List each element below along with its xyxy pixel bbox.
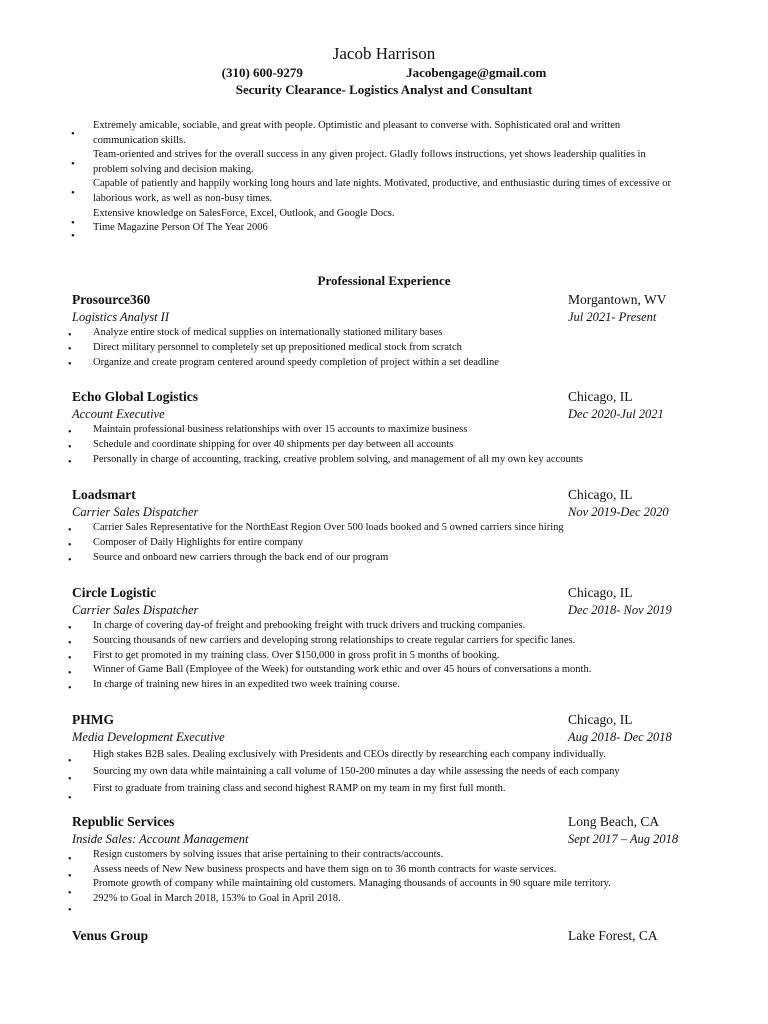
duty-item: Carrier Sales Representative for the NorthEast Region Over 500 loads booked and 5 owned carriers since hiring <box>93 522 564 533</box>
summary-item: Time Magazine Person Of The Year 2006 <box>93 222 268 234</box>
bullet-icon: • <box>68 344 72 355</box>
bullet-icon: • <box>68 668 72 679</box>
bullet-icon: • <box>68 756 72 767</box>
job-dates: Dec 2020-Jul 2021 <box>568 407 664 421</box>
bullet-icon: • <box>68 774 72 785</box>
bullet-icon: • <box>68 457 72 468</box>
bullet-icon: • <box>68 653 72 664</box>
job-dates: Nov 2019-Dec 2020 <box>568 505 669 519</box>
job-location: Chicago, IL <box>568 712 633 727</box>
bullet-icon: • <box>68 540 72 551</box>
bullet-icon: • <box>68 427 72 438</box>
bullet-icon: • <box>71 217 75 229</box>
bullet-icon: • <box>68 871 72 882</box>
company-name: Echo Global Logistics <box>72 389 199 404</box>
section-title: Professional Experience <box>317 273 451 288</box>
duty-item: Composer of Daily Highlights for entire company <box>93 536 303 548</box>
bullet-icon: • <box>68 793 72 804</box>
summary-item: Team-oriented and strives for the overall success in any given project. Gladly follows instructions, yet shows leadership qualities in problem solving and decision making. <box>93 149 646 175</box>
duty-item: Direct military personnel to completely set up prepositioned medical stock from scratch <box>93 341 462 353</box>
bullet-icon: • <box>68 683 72 694</box>
job-location: Long Beach, CA <box>568 814 660 829</box>
company-name: Circle Logistic <box>72 585 157 600</box>
bullet-icon: • <box>68 525 72 536</box>
duty-list <box>93 848 713 906</box>
duty-item: High stakes B2B sales. Dealing exclusively with Presidents and CEOs directly by researching each company individually. <box>93 749 606 760</box>
duty-item: Promote growth of company while maintaining old customers. Managing thousands of accounts in 90 square mile territory. <box>93 878 611 889</box>
duty-item: Resign customers by solving issues that arise pertaining to their contracts/accounts. <box>93 849 444 860</box>
bullet-icon: • <box>71 230 75 242</box>
phone-number: (310) 600-9279 <box>221 65 303 80</box>
company-name: Loadsmart <box>72 487 136 502</box>
bullet-icon: • <box>68 330 72 341</box>
job-location: Lake Forest, CA <box>568 928 658 943</box>
bullet-icon: • <box>71 128 75 140</box>
duty-item: Schedule and coordinate shipping for over 40 shipments per day between all accounts <box>93 438 454 450</box>
bullet-icon: • <box>68 623 72 634</box>
duty-list <box>93 521 713 565</box>
duty-item: In charge of covering day-of freight and prebooking freight with truck drivers and trucking companies. <box>93 620 526 631</box>
bullet-icon: • <box>68 359 72 370</box>
duty-list <box>93 619 713 693</box>
duty-item: Sourcing thousands of new carriers and developing strong relationships to create regular carriers for specific lanes. <box>93 634 576 646</box>
bullet-icon: • <box>68 854 72 865</box>
duty-item: Sourcing my own data while maintaining a call volume of 150-200 minutes a day while assessing the needs of each company <box>93 766 620 777</box>
duty-item: First to get promoted in my training class. Over $150,000 in gross profit in 5 months of booking. <box>93 649 500 661</box>
job-role: Account Executive <box>72 407 165 421</box>
company-name: PHMG <box>72 712 114 727</box>
job-dates: Aug 2018- Dec 2018 <box>568 730 672 744</box>
company-name: Venus Group <box>72 928 149 943</box>
duty-item: 292% to Goal in March 2018, 153% to Goal in April 2018. <box>93 892 341 904</box>
duty-list <box>93 746 713 797</box>
company-name: Prosource360 <box>72 292 151 307</box>
job-location: Chicago, IL <box>568 585 633 600</box>
bullet-icon: • <box>68 638 72 649</box>
job-role: Inside Sales: Account Management <box>72 832 249 846</box>
duty-item: Source and onboard new carriers through the back end of our program <box>93 551 389 563</box>
job-role: Carrier Sales Dispatcher <box>72 505 199 519</box>
bullet-icon: • <box>68 442 72 453</box>
company-name: Republic Services <box>72 814 175 829</box>
duty-item: Personally in charge of accounting, tracking, creative problem solving, and management of all my own key accounts <box>93 453 583 465</box>
bullet-icon: • <box>68 888 72 899</box>
resume-name: Jacob Harrison <box>332 44 436 63</box>
job-location: Chicago, IL <box>568 389 633 404</box>
contact-line <box>0 65 768 81</box>
job-location: Morgantown, WV <box>568 292 667 307</box>
summary-item: Capable of patiently and happily working long hours and late nights. Motivated, productive, and enthusiastic during times of excessive or laborious work, as well as non-busy times. <box>93 178 671 204</box>
summary-list <box>93 119 683 236</box>
job-location: Chicago, IL <box>568 487 633 502</box>
job-dates: Sept 2017 – Aug 2018 <box>568 832 679 846</box>
bullet-icon: • <box>68 555 72 566</box>
duty-item: Organize and create program centered around speedy completion of project within a set deadline <box>93 356 499 368</box>
job-dates: Dec 2018- Nov 2019 <box>568 603 672 617</box>
duty-item: In charge of training new hires in an expedited two week training course. <box>93 679 400 691</box>
job-role: Carrier Sales Dispatcher <box>72 603 199 617</box>
duty-item: Analyze entire stock of medical supplies on internationally stationed military bases <box>93 327 443 338</box>
bullet-icon: • <box>71 187 75 199</box>
duty-list <box>93 326 713 370</box>
summary-item: Extensive knowledge on SalesForce, Excel, Outlook, and Google Docs. <box>93 207 395 219</box>
duty-item: Maintain professional business relationships with over 15 accounts to maximize business <box>93 424 468 435</box>
job-role: Media Development Executive <box>72 730 225 744</box>
duty-item: First to graduate from training class and second highest RAMP on my team in my first full month. <box>93 783 506 794</box>
duty-item: Winner of Game Ball (Employee of the Week) for outstanding work ethic and over 45 hours of conversations a month. <box>93 664 592 676</box>
duty-list <box>93 423 713 467</box>
job-dates: Jul 2021- Present <box>568 310 657 324</box>
bullet-icon: • <box>68 905 72 916</box>
summary-item: Extremely amicable, sociable, and great with people. Optimistic and pleasant to converse with. Sophisticated oral and written communication skills. <box>93 120 621 146</box>
email-address: Jacobengage@gmail.com <box>406 65 547 80</box>
resume-subtitle: Security Clearance- Logistics Analyst and Consultant <box>235 82 533 97</box>
duty-item: Assess needs of New New business prospects and have them sign on to 36 month contracts for waste services. <box>93 863 557 875</box>
job-role: Logistics Analyst II <box>72 310 169 324</box>
bullet-icon: • <box>71 158 75 170</box>
